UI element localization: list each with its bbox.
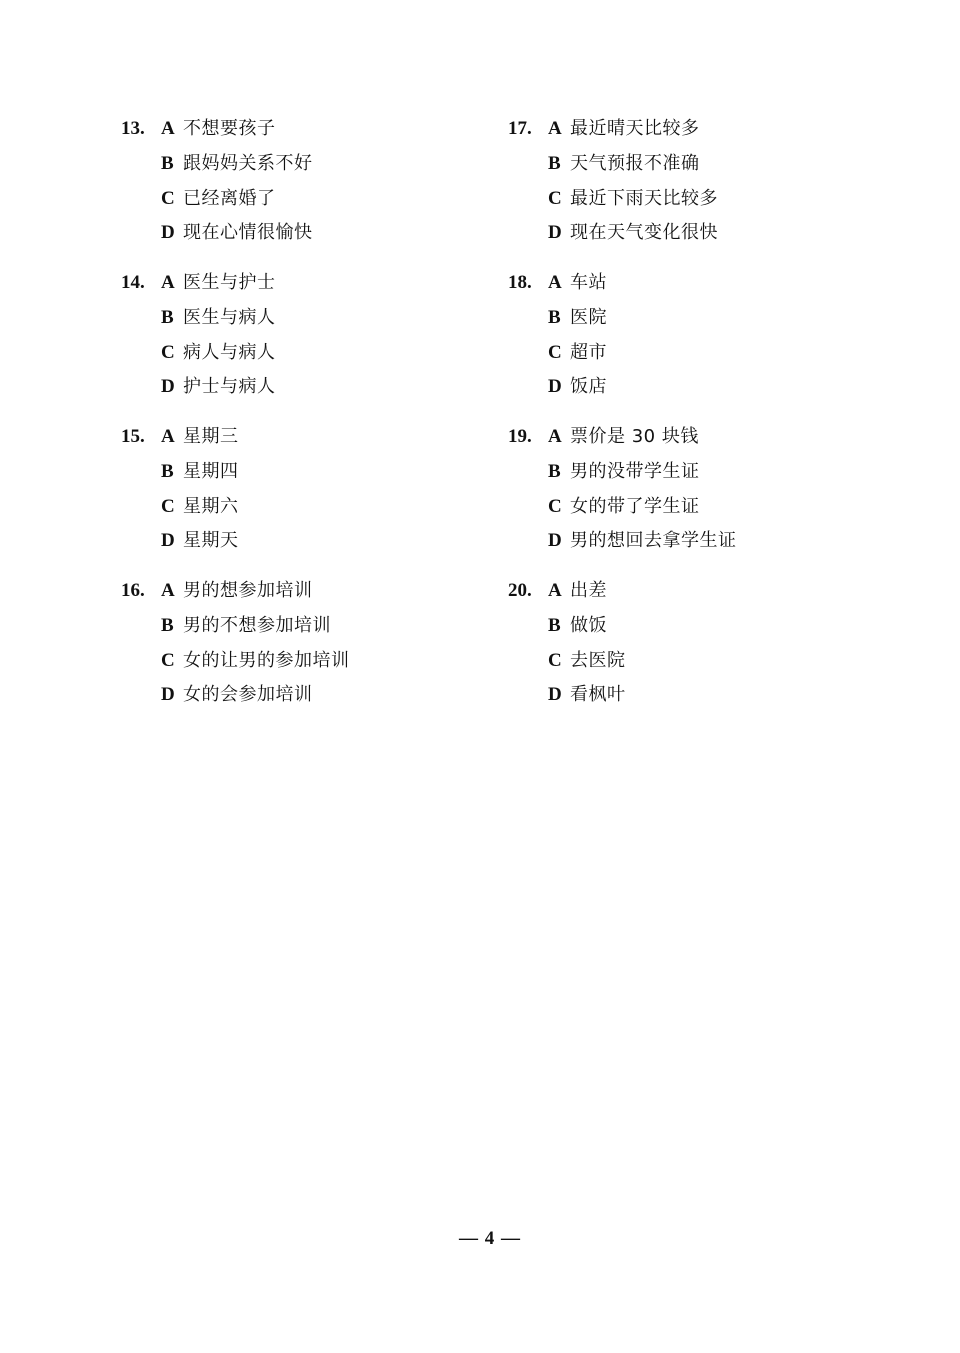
option-text: 已经离婚了 (183, 187, 276, 209)
option-letter: C (548, 649, 562, 671)
option-row-b (121, 301, 521, 336)
question-number: 19. (508, 426, 532, 447)
question-number: 18. (508, 272, 532, 293)
option-row-d (508, 216, 908, 251)
option-letter: C (161, 495, 175, 517)
question-18 (508, 266, 908, 420)
option-text: 病人与病人 (183, 341, 276, 363)
option-text: 星期天 (183, 530, 239, 552)
option-text: 医生与病人 (183, 306, 276, 328)
option-letter: D (548, 376, 562, 398)
option-text: 女的带了学生证 (570, 495, 700, 517)
option-letter: C (161, 341, 175, 363)
question-16 (121, 574, 521, 728)
option-text: 去医院 (570, 649, 626, 671)
option-letter: A (161, 580, 175, 601)
option-row-d (508, 678, 908, 713)
question-number: 20. (508, 580, 532, 601)
option-text: 饭店 (570, 376, 607, 398)
option-row-b (121, 147, 521, 182)
option-row-c (508, 336, 908, 371)
option-letter: B (161, 460, 174, 482)
option-text: 男的不想参加培训 (183, 614, 331, 636)
option-row-d (121, 678, 521, 713)
question-number: 15. (121, 426, 145, 447)
option-row-b (508, 301, 908, 336)
option-letter: B (548, 614, 561, 636)
option-text: 男的没带学生证 (570, 460, 700, 482)
option-letter: D (548, 530, 562, 552)
option-letter: B (548, 460, 561, 482)
option-row-c (508, 644, 908, 679)
option-row-c (121, 182, 521, 217)
option-text: 票价是 30 块钱 (570, 426, 699, 447)
option-letter: C (548, 341, 562, 363)
question-number: 13. (121, 118, 145, 139)
option-row-b (508, 455, 908, 490)
question-number: 16. (121, 580, 145, 601)
question-number: 17. (508, 118, 532, 139)
option-text: 跟妈妈关系不好 (183, 152, 313, 174)
option-letter: D (161, 684, 175, 706)
option-letter: C (548, 187, 562, 209)
option-letter: A (548, 272, 562, 293)
question-19 (508, 420, 908, 574)
option-row-b (508, 609, 908, 644)
option-letter: A (548, 580, 562, 601)
option-text: 做饭 (570, 614, 607, 636)
option-letter: B (548, 152, 561, 174)
option-row-a (121, 574, 521, 609)
option-row-c (508, 182, 908, 217)
option-text: 现在天气变化很快 (570, 222, 718, 244)
option-text: 女的会参加培训 (183, 684, 313, 706)
option-letter: A (548, 426, 562, 447)
right-column (508, 112, 908, 728)
option-letter: B (161, 152, 174, 174)
option-row-d (121, 370, 521, 405)
option-row-a (121, 266, 521, 301)
option-row-c (508, 490, 908, 525)
option-row-b (508, 147, 908, 182)
option-text: 星期四 (183, 460, 239, 482)
option-row-d (508, 524, 908, 559)
question-14 (121, 266, 521, 420)
option-text: 超市 (570, 341, 607, 363)
option-row-d (508, 370, 908, 405)
option-row-a (508, 266, 908, 301)
option-row-c (121, 490, 521, 525)
option-letter: A (548, 118, 562, 139)
option-letter: D (548, 222, 562, 244)
page-number: — 4 — (459, 1228, 521, 1249)
option-letter: D (161, 222, 175, 244)
question-15 (121, 420, 521, 574)
option-letter: B (161, 614, 174, 636)
option-text: 出差 (570, 580, 607, 601)
question-20 (508, 574, 908, 728)
option-row-a (508, 420, 908, 455)
option-letter: D (161, 530, 175, 552)
option-row-d (121, 524, 521, 559)
option-text: 现在心情很愉快 (183, 222, 313, 244)
option-letter: A (161, 426, 175, 447)
option-text: 医生与护士 (183, 272, 276, 293)
option-letter: C (161, 649, 175, 671)
option-text: 男的想回去拿学生证 (570, 530, 737, 552)
option-letter: C (161, 187, 175, 209)
option-text: 最近晴天比较多 (570, 118, 700, 139)
option-text: 车站 (570, 272, 607, 293)
option-row-c (121, 336, 521, 371)
option-text: 女的让男的参加培训 (183, 649, 350, 671)
option-letter: A (161, 272, 175, 293)
question-13 (121, 112, 521, 266)
option-text: 不想要孩子 (183, 118, 276, 139)
option-row-a (508, 574, 908, 609)
option-row-d (121, 216, 521, 251)
option-row-a (121, 420, 521, 455)
option-text: 星期三 (183, 426, 239, 447)
option-letter: C (548, 495, 562, 517)
question-17 (508, 112, 908, 266)
option-text: 天气预报不准确 (570, 152, 700, 174)
option-text: 最近下雨天比较多 (570, 187, 718, 209)
option-row-b (121, 609, 521, 644)
option-row-c (121, 644, 521, 679)
option-text: 医院 (570, 306, 607, 328)
option-text: 男的想参加培训 (183, 580, 313, 601)
option-text: 护士与病人 (183, 376, 276, 398)
question-number: 14. (121, 272, 145, 293)
option-letter: A (161, 118, 175, 139)
option-text: 看枫叶 (570, 684, 626, 706)
option-letter: B (548, 306, 561, 328)
option-text: 星期六 (183, 495, 239, 517)
option-letter: D (161, 376, 175, 398)
option-row-b (121, 455, 521, 490)
option-row-a (121, 112, 521, 147)
option-row-a (508, 112, 908, 147)
option-letter: B (161, 306, 174, 328)
option-letter: D (548, 684, 562, 706)
left-column (121, 112, 521, 728)
